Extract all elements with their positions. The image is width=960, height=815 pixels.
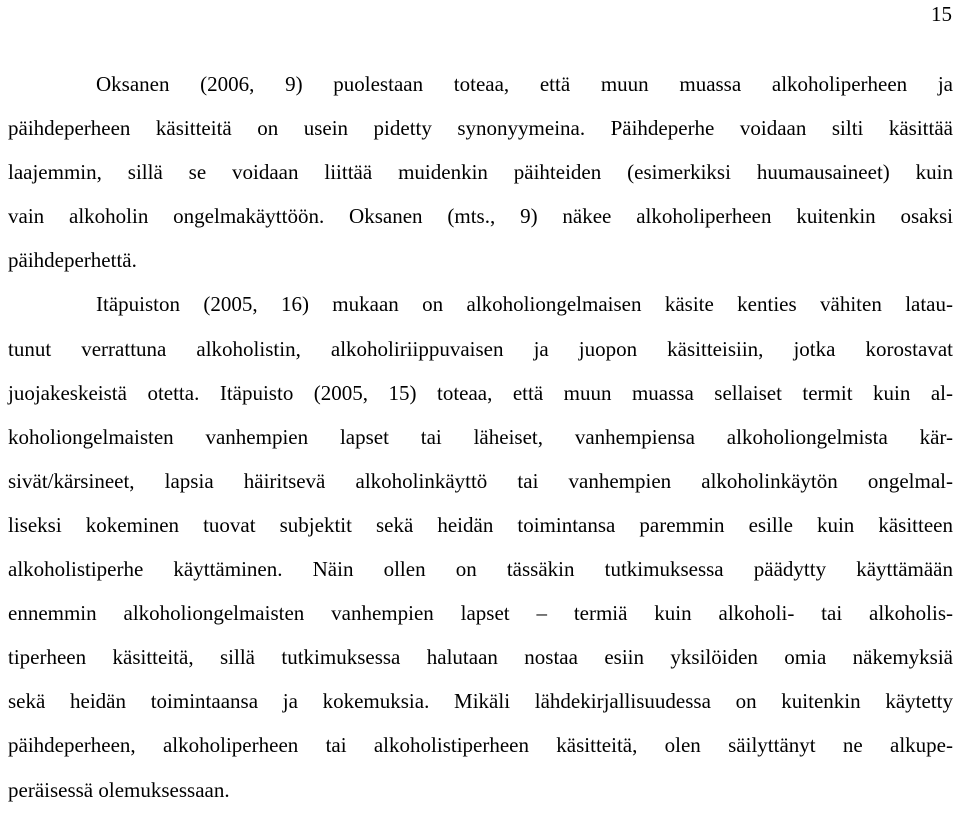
paragraph-2 <box>8 282 953 811</box>
text-line: liseksi kokeminen tuovat subjektit sekä heidän toimintansa paremmin esille kuin käsitteen <box>8 512 953 537</box>
text-line: päihdeperheen, alkoholiperheen tai alkoholistiperheen käsitteitä, olen säilyttänyt ne alkupe- <box>8 733 953 758</box>
text-line: tiperheen käsitteitä, sillä tutkimuksessa halutaan nostaa esiin yksilöiden omia näkemyksiä <box>8 645 953 670</box>
text-line: laajemmin, sillä se voidaan liittää muidenkin päihteiden (esimerkiksi huumausaineet) kuin <box>8 160 953 185</box>
text-line: alkoholistiperhe käyttäminen. Näin ollen on tässäkin tutkimuksessa päädytty käyttämään <box>8 557 953 582</box>
text-line: Oksanen (2006, 9) puolestaan toteaa, että muun muassa alkoholiperheen ja <box>96 72 953 96</box>
text-line: koholiongelmaisten vanhempien lapset tai läheiset, vanhempiensa alkoholiongelmista kär- <box>8 424 953 449</box>
text-line: ennemmin alkoholiongelmaisten vanhempien lapset – termiä kuin alkoholi- tai alkoholis- <box>8 601 953 626</box>
paragraph-1 <box>8 62 953 282</box>
text-line: päihdeperheen käsitteitä on usein pidetty synonyymeina. Päihdeperhe voidaan silti käsittää <box>8 116 953 141</box>
text-line: Itäpuiston (2005, 16) mukaan on alkoholiongelmaisen käsite kenties vähiten latau- <box>96 292 953 317</box>
text-line: tunut verrattuna alkoholistin, alkoholiriippuvaisen ja juopon käsitteisiin, jotka korostavat <box>8 336 953 361</box>
text-line: päihdeperhettä. <box>8 248 137 273</box>
page-number: 15 <box>931 2 952 26</box>
body-text <box>8 62 953 812</box>
text-line: juojakeskeistä otetta. Itäpuisto (2005, 15) toteaa, että muun muassa sellaiset termit kuin al- <box>8 380 953 405</box>
text-line: vain alkoholin ongelmakäyttöön. Oksanen (mts., 9) näkee alkoholiperheen kuitenkin osaksi <box>8 204 953 229</box>
text-line: sivät/kärsineet, lapsia häiritsevä alkoholinkäyttö tai vanhempien alkoholinkäytön ongelmal- <box>8 468 953 493</box>
text-line: peräisessä olemuksessaan. <box>8 777 230 802</box>
text-line: sekä heidän toimintaansa ja kokemuksia. Mikäli lähdekirjallisuudessa on kuitenkin käytetty <box>8 689 953 714</box>
